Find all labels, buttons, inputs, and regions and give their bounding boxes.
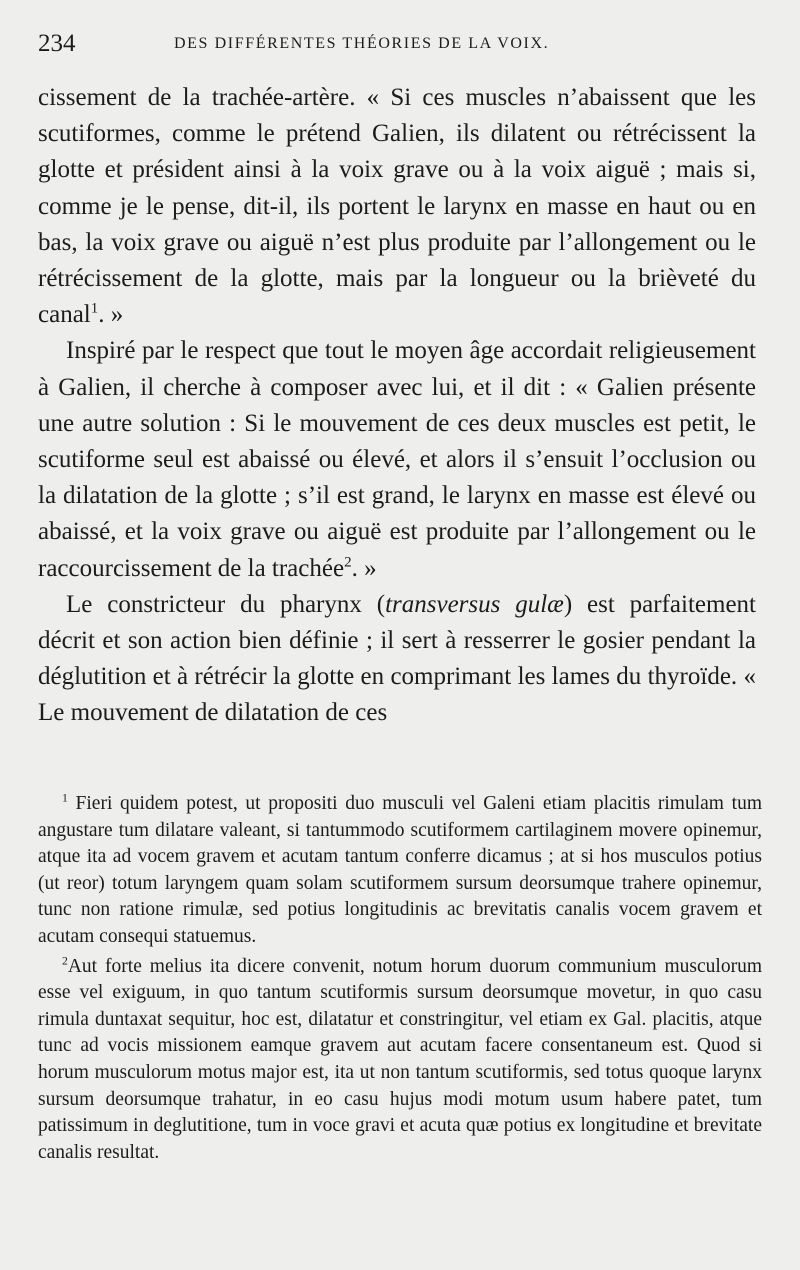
paragraph-2 <box>38 333 756 586</box>
footnote-1-text: Fieri quidem potest, ut propositi duo musculi vel Galeni etiam placitis rimulam tum angustare tum dilatare valeant, si tantummodo scutiformem cartilaginem movere opinemur, atque ita ad vocem gravem et acutam tantum conferre dicamus ; at si hos musculos potius (ut reor) totum laryngem quam solam scutiformem sursum deorsumque trahere opinemur, tunc non ratione rimulæ, sed potius longitudinis ac brevitatis canalis vocem gravem et acutam consequi statuemus. <box>38 793 762 947</box>
footnote-marker-1: 1 <box>62 791 68 805</box>
running-title: DES DIFFÉRENTES THÉORIES DE LA VOIX. <box>174 35 550 52</box>
paragraph-3 <box>38 587 756 732</box>
paragraph-3-rest: ) est parfaitement décrit et son action bien définie ; il sert à resserrer le gosier pendant la déglutition et à rétrécir la glotte en comprimant les lames du thyroïde. « Le mouvement de dilatation de ces <box>38 590 757 727</box>
footnote-2 <box>38 954 762 1167</box>
footnotes <box>38 791 762 1166</box>
footnote-marker-2: 2 <box>62 954 68 968</box>
paragraph-3-start: Le constricteur du pharynx ( <box>66 590 386 618</box>
paragraph-2-text: Inspiré par le respect que tout le moyen âge accordait religieusement à Galien, il cherche à composer avec lui, et il dit : « Galien présente une autre solution : Si le mouvement de ces deux muscles est petit, le scutiforme seul est abaissé ou élevé, et alors il s’ensuit l’occlusion ou la dilatation de la glotte ; s’il est grand, le larynx en masse est élevé ou abaissé, et la voix grave ou aiguë est produite par l’allongement ou le raccourcissement de la trachée <box>38 337 756 582</box>
paragraph-1-text: cissement de la trachée-artère. « Si ces muscles n’abaissent que les scutiformes, comme le prétend Galien, ils dilatent ou rétrécissent la glotte et président ainsi à la voix grave ou à la voix aiguë ; mais si, comme je le pense, dit-il, ils portent le larynx en masse en haut ou en bas, la voix grave ou aiguë n’est plus produite par l’allongement ou le rétrécissement de la glotte, mais par la longueur ou la brièveté du canal <box>38 84 756 329</box>
paragraph-1 <box>38 80 756 333</box>
main-text <box>38 80 756 732</box>
page-number: 234 <box>38 30 76 57</box>
running-head <box>38 30 760 64</box>
footnote-ref-2: 2 <box>344 554 352 571</box>
footnote-1 <box>38 791 762 951</box>
paragraph-2-end: . » <box>351 554 377 582</box>
footnote-ref-1: 1 <box>90 300 99 317</box>
footnote-2-text: Aut forte melius ita dicere convenit, notum horum duorum communium musculorum esse vel exiguum, in quo tantum scutiformis sursum deorsumque movetur, in quo casu rimula duntaxat sequitur, hoc est, dilatatur et constringitur, vel etiam ex Gal. placitis, atque tunc ad vocis missionem eamque gravem aut acutam facere consentaneum est. Quod si horum musculorum motus major est, ita ut non tantum scutiformis, sed totus quoque larynx sursum deorsumque trahatur, in eo casu hujus modi motum usum habere patet, tum patissimum in deglutitione, tum in voce gravi et acuta quæ potius ex longitudine et brevitate canalis resultat. <box>38 955 762 1163</box>
latin-term: transversus gulæ <box>385 590 564 618</box>
paragraph-1-end: . » <box>98 301 124 329</box>
